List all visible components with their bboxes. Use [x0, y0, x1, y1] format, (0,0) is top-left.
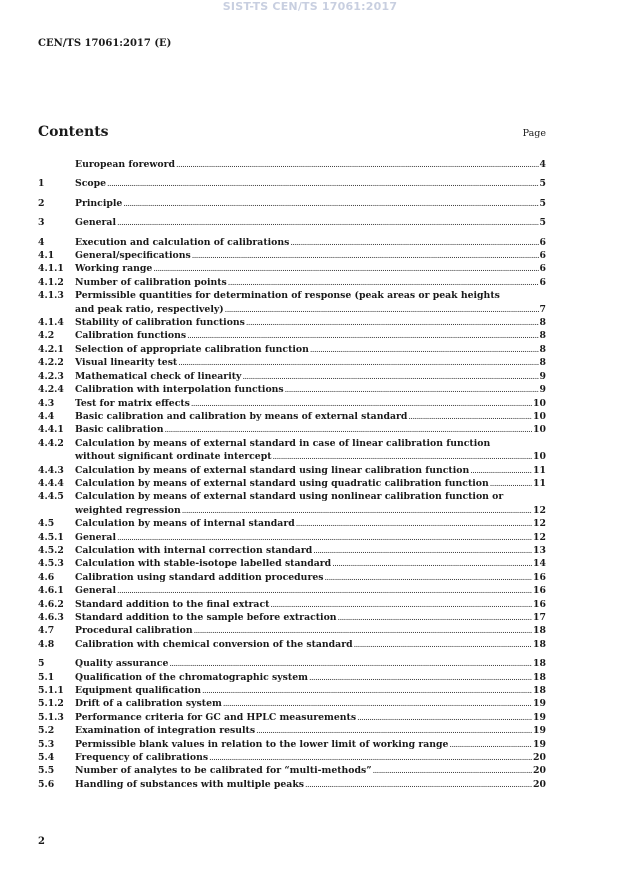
- toc-entry-title-first-line: Calculation by means of external standard using nonlinear calibration function or: [75, 491, 504, 503]
- dot-leader: [182, 504, 532, 517]
- toc-entry-title: Selection of appropriate calibration function: [75, 343, 309, 355]
- toc-entry[interactable]: [38, 477, 546, 490]
- dot-leader: [187, 329, 538, 342]
- toc-entry-page: 6: [539, 263, 546, 275]
- dot-leader: [165, 423, 533, 436]
- dot-leader: [202, 684, 532, 697]
- toc-entry[interactable]: [38, 657, 546, 670]
- toc-entry-title: Test for matrix effects: [75, 397, 190, 409]
- toc-entry-page: 18: [533, 638, 546, 650]
- toc-entry[interactable]: [38, 316, 546, 329]
- toc-entry-page: 12: [533, 518, 546, 530]
- toc-entry-number: 4.2: [38, 330, 55, 342]
- toc-entry-title: General/specifications: [75, 250, 191, 262]
- toc-entry-number: 4.1.2: [38, 276, 64, 288]
- toc-entry[interactable]: [38, 276, 546, 289]
- toc-entry-number: 4.2.4: [38, 384, 64, 396]
- dot-leader: [470, 464, 532, 477]
- toc-entry-title: Quality assurance: [75, 658, 169, 670]
- toc-entry[interactable]: [38, 611, 546, 624]
- toc-entry-number: 4.4.1: [38, 424, 64, 436]
- toc-entry-number: 4.1: [38, 250, 55, 262]
- toc-entry-number: 5.1.1: [38, 685, 64, 697]
- toc-entry[interactable]: [38, 158, 546, 171]
- watermark: SIST-TS CEN/TS 17061:2017: [222, 0, 398, 13]
- toc-entry[interactable]: [38, 437, 546, 464]
- toc-entry[interactable]: [38, 370, 546, 383]
- toc-entry[interactable]: [38, 764, 546, 777]
- dot-leader: [310, 343, 539, 356]
- toc-entry-title: European foreword: [75, 159, 175, 170]
- dot-leader: [373, 764, 532, 777]
- toc-entry-title: Visual linearity test: [75, 357, 178, 369]
- toc-entry-page: 10: [533, 410, 546, 422]
- toc-entry-title: Stability of calibration functions: [75, 317, 245, 329]
- toc-entry-page: 9: [539, 370, 546, 382]
- contents-title: Contents: [38, 124, 109, 140]
- toc-entry-title: Examination of integration results: [75, 725, 256, 737]
- toc-entry-title: Procedural calibration: [75, 625, 193, 637]
- toc-entry-page: 6: [539, 250, 546, 262]
- toc-entry-number: 4.2.2: [38, 357, 64, 369]
- dot-leader: [178, 356, 538, 369]
- dot-leader: [123, 197, 538, 210]
- toc-entry[interactable]: [38, 778, 546, 791]
- toc-entry-page: 5: [539, 197, 546, 209]
- toc-entry-number: 4.5.1: [38, 531, 64, 543]
- footer-page-number: 2: [38, 836, 45, 847]
- toc-entry[interactable]: [38, 624, 546, 637]
- toc-entry-title: Number of calibration points: [75, 276, 227, 288]
- dot-leader: [192, 249, 539, 262]
- toc-entry-title: Principle: [75, 197, 123, 209]
- toc-entry-title: General: [75, 531, 116, 543]
- toc-entry-title: Drift of a calibration system: [75, 698, 222, 710]
- toc-entry-title: Calculation by means of external standard using quadratic calibration function: [75, 477, 489, 489]
- toc-entry-page: 8: [539, 330, 546, 342]
- toc-entry[interactable]: [38, 249, 546, 262]
- toc-entry-page: 19: [533, 738, 546, 750]
- dot-leader: [354, 638, 532, 651]
- toc-entry[interactable]: [38, 531, 546, 544]
- toc-entry-number: 5: [38, 658, 45, 670]
- dot-leader: [256, 724, 532, 737]
- toc-entry-number: 5.3: [38, 738, 55, 750]
- toc-entry-title: without significant ordinate intercept: [75, 451, 272, 463]
- toc-entry-title: Qualification of the chromatographic system: [75, 671, 308, 683]
- toc-entry-page: 20: [533, 765, 546, 777]
- dot-leader: [117, 216, 539, 229]
- toc-entry-number: 5.5: [38, 765, 55, 777]
- toc-entry[interactable]: [38, 557, 546, 570]
- toc-entry-number: 2: [38, 197, 45, 209]
- toc-entry-number: 4.6: [38, 571, 55, 583]
- toc-entry[interactable]: [38, 329, 546, 342]
- toc-entry-number: 4: [38, 236, 45, 248]
- dot-leader: [169, 657, 532, 670]
- toc-entry-title: Basic calibration and calibration by means of external standard: [75, 410, 408, 422]
- toc-entry-page: 16: [533, 585, 546, 597]
- toc-entry-page: 18: [533, 685, 546, 697]
- dot-leader: [223, 697, 532, 710]
- toc-entry-title: Basic calibration: [75, 424, 164, 436]
- toc-entry[interactable]: [38, 410, 546, 423]
- toc-entry-number: 4.3: [38, 397, 55, 409]
- toc-entry[interactable]: [38, 397, 546, 410]
- toc-entry[interactable]: [38, 383, 546, 396]
- toc-entry-title-first-line: Calculation by means of external standard in case of linear calibration function: [75, 437, 491, 449]
- toc-entry-title: Calibration with chemical conversion of the standard: [75, 638, 353, 650]
- toc-entry-number: 4.5: [38, 518, 55, 530]
- toc-entry[interactable]: [38, 711, 546, 724]
- toc-entry-number: 4.6.2: [38, 598, 64, 610]
- toc-entry-page: 14: [533, 558, 546, 570]
- toc-entry-title: Mathematical check of linearity: [75, 370, 242, 382]
- toc-entry-page: 16: [533, 571, 546, 583]
- toc-entry-page: 18: [533, 625, 546, 637]
- toc-entry-title: Standard addition to the sample before extraction: [75, 612, 337, 623]
- toc-entry[interactable]: [38, 544, 546, 557]
- toc-entry[interactable]: [38, 571, 546, 584]
- toc-entry[interactable]: [38, 684, 546, 697]
- toc-entry[interactable]: [38, 262, 546, 275]
- toc-entry-title: Calculation by means of external standard using linear calibration function: [75, 464, 470, 476]
- toc-entry[interactable]: [38, 216, 546, 229]
- dot-leader: [357, 711, 532, 724]
- toc-entry-number: 4.4.3: [38, 464, 64, 476]
- toc-entry-title: Equipment qualification: [75, 685, 201, 697]
- toc-entry[interactable]: [38, 197, 546, 210]
- toc-entry-number: 1: [38, 178, 45, 190]
- toc-entry-page: 18: [533, 658, 546, 670]
- toc-entry-number: 5.6: [38, 778, 55, 790]
- toc-entry-title: Calibration with interpolation functions: [75, 384, 284, 396]
- toc-entry-number: 4.7: [38, 625, 55, 637]
- page-column-label: Page: [522, 128, 546, 139]
- toc-entry-title: Handling of substances with multiple peaks: [75, 778, 304, 790]
- toc-entry[interactable]: [38, 697, 546, 710]
- toc-entry-number: 4.4: [38, 410, 55, 422]
- toc-entry-title: Standard addition to the final extract: [75, 598, 270, 610]
- dot-leader: [153, 262, 538, 275]
- toc-entry-page: 11: [533, 464, 546, 476]
- toc-entry-page: 5: [539, 178, 546, 190]
- toc-entry-number: 4.2.1: [38, 343, 64, 355]
- table-of-contents: [38, 158, 546, 791]
- toc-entry-title: and peak ratio, respectively): [75, 303, 224, 315]
- toc-entry-title-first-line: Permissible quantities for determination of response (peak areas or peak heights: [75, 290, 500, 302]
- toc-entry-page: 17: [533, 612, 546, 623]
- toc-entry-page: 5: [539, 217, 546, 229]
- toc-entry-number: 4.4.2: [38, 437, 64, 449]
- dot-leader: [338, 611, 533, 624]
- toc-entry-number: 4.1.3: [38, 290, 64, 302]
- document-id: CEN/TS 17061:2017 (E): [38, 38, 172, 49]
- toc-entry-title: Permissible blank values in relation to the lower limit of working range: [75, 738, 449, 750]
- toc-entry-number: 5.2: [38, 725, 55, 737]
- toc-entry-number: 5.1.2: [38, 698, 64, 710]
- toc-entry-number: 4.8: [38, 638, 55, 650]
- toc-entry[interactable]: [38, 517, 546, 530]
- toc-entry-page: 10: [533, 424, 546, 436]
- toc-entry-page: 8: [539, 317, 546, 329]
- toc-entry[interactable]: [38, 464, 546, 477]
- toc-entry-page: 10: [533, 451, 546, 463]
- toc-entry-number: 4.6.1: [38, 585, 64, 597]
- toc-entry[interactable]: [38, 490, 546, 517]
- toc-entry[interactable]: [38, 751, 546, 764]
- toc-entry-title: Calculation with stable-isotope labelled standard: [75, 558, 332, 570]
- toc-entry-page: 11: [533, 477, 546, 489]
- dot-leader: [309, 671, 532, 684]
- toc-entry-number: 4.4.4: [38, 477, 64, 489]
- dot-leader: [194, 624, 532, 637]
- toc-entry[interactable]: [38, 356, 546, 369]
- toc-entry-title: Scope: [75, 178, 106, 190]
- toc-entry-page: 20: [533, 778, 546, 790]
- toc-entry[interactable]: [38, 177, 546, 190]
- toc-entry-page: 18: [533, 671, 546, 683]
- toc-entry-page: 6: [539, 276, 546, 288]
- dot-leader: [449, 738, 532, 751]
- toc-entry-number: 5.1.3: [38, 711, 64, 723]
- dot-leader: [325, 571, 533, 584]
- dot-leader: [225, 303, 539, 316]
- toc-entry-page: 12: [533, 504, 546, 516]
- dot-leader: [305, 778, 532, 791]
- toc-entry[interactable]: [38, 236, 546, 249]
- toc-entry-page: 7: [539, 303, 546, 315]
- toc-entry-title: Calculation with internal correction standard: [75, 544, 313, 556]
- toc-entry-title: Frequency of calibrations: [75, 752, 209, 764]
- toc-entry-number: 4.2.3: [38, 370, 64, 382]
- toc-entry-title: Number of analytes to be calibrated for “multi-methods”: [75, 765, 372, 777]
- dot-leader: [242, 370, 538, 383]
- dot-leader: [191, 397, 532, 410]
- toc-entry-page: 4: [539, 159, 546, 170]
- toc-entry-page: 19: [533, 698, 546, 710]
- dot-leader: [117, 584, 532, 597]
- toc-entry-page: 10: [533, 397, 546, 409]
- toc-entry-page: 6: [539, 236, 546, 248]
- dot-leader: [246, 316, 539, 329]
- toc-entry[interactable]: [38, 584, 546, 597]
- toc-entry-number: 4.1.1: [38, 263, 64, 275]
- toc-entry-title: Calculation by means of internal standard: [75, 518, 295, 530]
- dot-leader: [490, 477, 532, 490]
- toc-entry-number: 4.6.3: [38, 612, 64, 623]
- toc-entry-page: 19: [533, 711, 546, 723]
- toc-entry-number: 3: [38, 217, 45, 229]
- toc-entry[interactable]: [38, 671, 546, 684]
- toc-entry-title: weighted regression: [75, 504, 181, 516]
- dot-leader: [209, 751, 532, 764]
- toc-entry-number: 4.5.2: [38, 544, 64, 556]
- toc-entry[interactable]: [38, 738, 546, 751]
- toc-entry-number: 4.4.5: [38, 491, 64, 503]
- toc-entry[interactable]: [38, 343, 546, 356]
- toc-entry-title: General: [75, 217, 116, 229]
- toc-entry-title: General: [75, 585, 116, 597]
- dot-leader: [313, 544, 532, 557]
- toc-entry[interactable]: [38, 423, 546, 436]
- toc-entry-page: 20: [533, 752, 546, 764]
- toc-entry-title: Working range: [75, 263, 153, 275]
- toc-entry[interactable]: [38, 638, 546, 651]
- toc-entry-page: 13: [533, 544, 546, 556]
- toc-entry-page: 12: [533, 531, 546, 543]
- toc-entry[interactable]: [38, 724, 546, 737]
- dot-leader: [408, 410, 532, 423]
- dot-leader: [176, 158, 539, 171]
- toc-entry-title: Calibration functions: [75, 330, 187, 342]
- toc-entry-page: 16: [533, 598, 546, 610]
- dot-leader: [228, 276, 539, 289]
- dot-leader: [296, 517, 532, 530]
- toc-entry-number: 5.1: [38, 671, 55, 683]
- toc-entry-number: 5.4: [38, 752, 55, 764]
- toc-entry[interactable]: [38, 289, 546, 316]
- toc-entry-page: 19: [533, 725, 546, 737]
- toc-entry[interactable]: [38, 598, 546, 611]
- toc-entry-title: Execution and calculation of calibrations: [75, 236, 290, 248]
- toc-entry-title: Performance criteria for GC and HPLC measurements: [75, 711, 357, 723]
- toc-entry-page: 8: [539, 343, 546, 355]
- toc-entry-page: 9: [539, 384, 546, 396]
- dot-leader: [107, 177, 539, 190]
- toc-entry-number: 4.1.4: [38, 317, 64, 329]
- toc-entry-number: 4.5.3: [38, 558, 64, 570]
- toc-entry-title: Calibration using standard addition procedures: [75, 571, 324, 583]
- dot-leader: [273, 450, 533, 463]
- dot-leader: [270, 598, 532, 611]
- toc-entry-number: [38, 158, 75, 171]
- dot-leader: [285, 383, 539, 396]
- dot-leader: [290, 236, 538, 249]
- dot-leader: [117, 531, 532, 544]
- toc-entry-page: 8: [539, 357, 546, 369]
- dot-leader: [332, 557, 532, 570]
